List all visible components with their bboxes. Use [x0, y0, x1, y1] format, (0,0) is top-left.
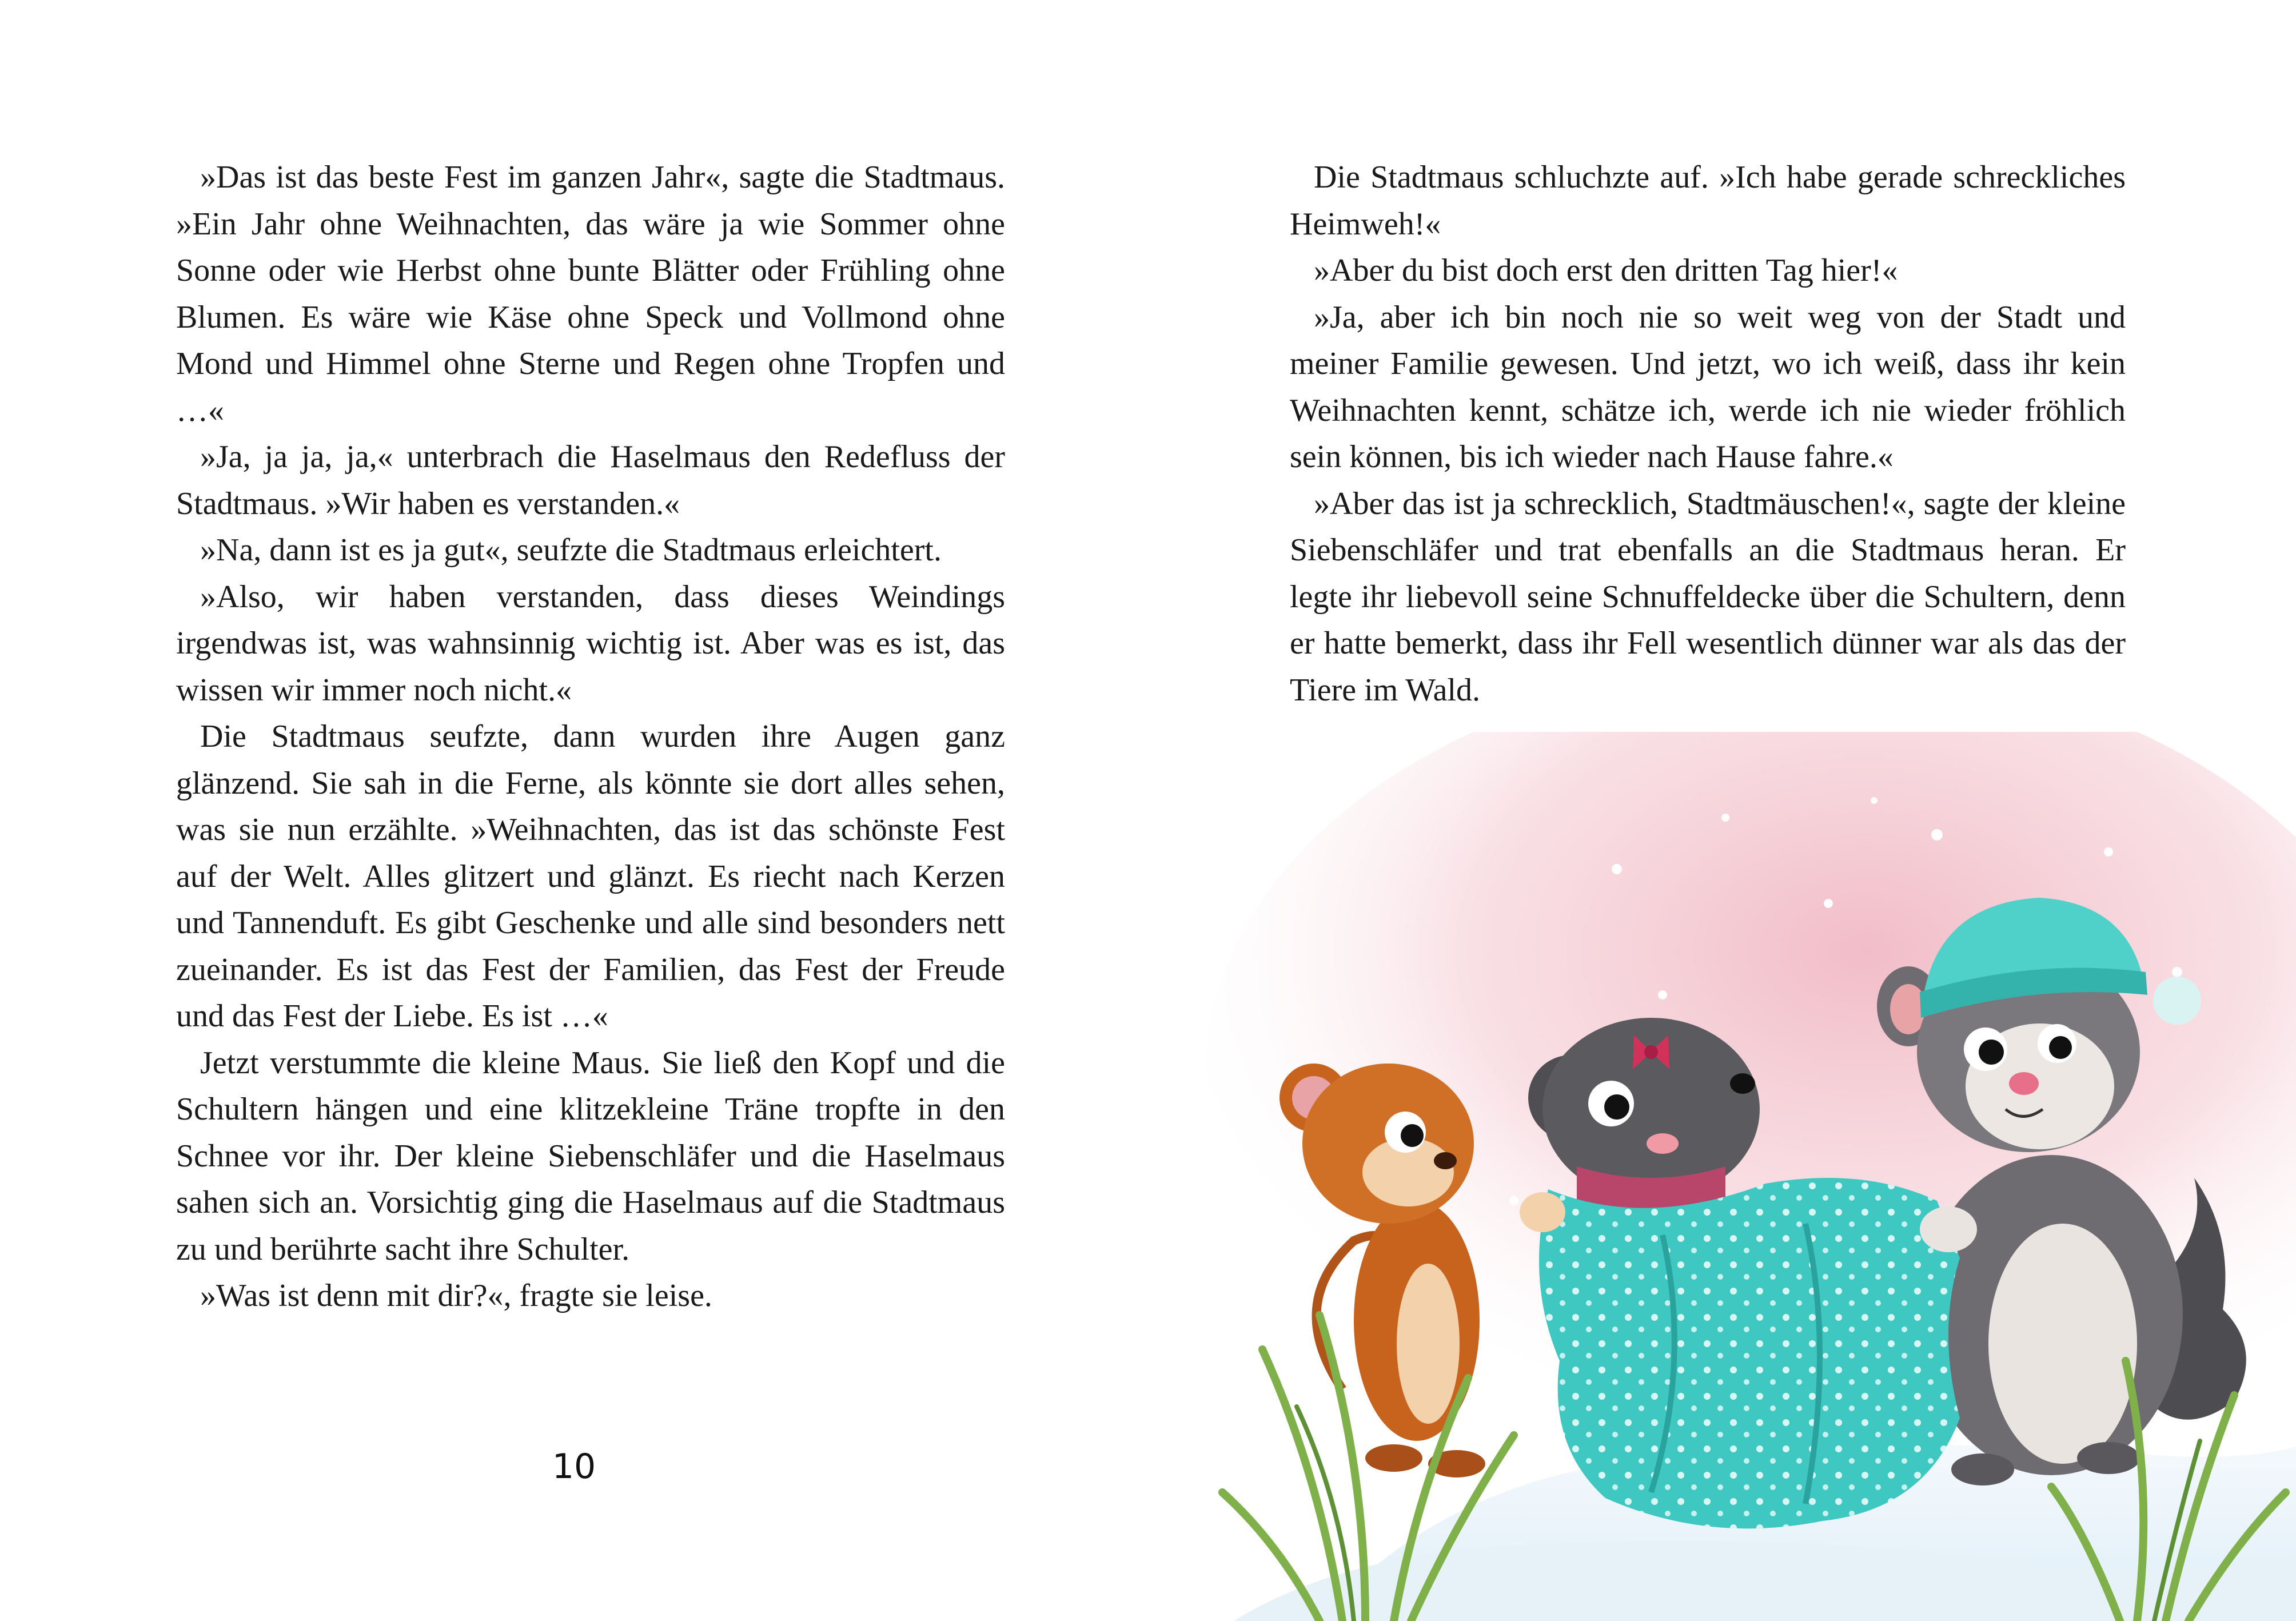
paragraph: »Ja, aber ich bin noch nie so weit weg von der Stadt und meiner Familie gewesen. Und jetzt, wo ich weiß, dass ihr kein Weihnachten kennt, schätze ich, werde ich nie wieder fröhlich sein können, bis ich wieder nach Hause fahre.« — [1290, 299, 2126, 475]
paragraph: Die Stadtmaus schluchzte auf. »Ich habe gerade schreckliches Heimweh!« — [1290, 160, 2126, 242]
paragraph: »Ja, ja ja, ja,« unterbrach die Haselmaus den Redefluss der Stadtmaus. »Wir haben es verstanden.« — [176, 439, 1005, 521]
paragraph: »Aber das ist ja schrecklich, Stadtmäuschen!«, sagte der kleine Siebenschläfer und trat ebenfalls an die Stadtmaus heran. Er legte ihr liebevoll seine Schnuffeldecke über die Schultern, denn er hatte bemerkt, dass ihr Fell wesentlich dünner war als das der Tiere im Wald. — [1290, 485, 2126, 708]
paragraph: »Das ist das beste Fest im ganzen Jahr«, sagte die Stadtmaus. »Ein Jahr ohne Weihnachten, das wäre ja wie Sommer ohne Sonne oder wie Herbst ohne bunte Blätter oder Frühling ohne Blumen. Es wäre wie Käse ohne Speck und Vollmond ohne Mond und Himmel ohne Sterne und Regen ohne Tropfen und …« — [176, 160, 1005, 428]
story-illustration — [1148, 732, 2296, 1621]
paragraph: Die Stadtmaus seufzte, dann wurden ihre Augen ganz glänzend. Sie sah in die Ferne, als könnte sie dort alles sehen, was sie nun erzählte. »Weihnachten, das ist das schönste Fest auf der Welt. Alles glitzert und glänzt. Es riecht nach Kerzen und Tannenduft. Es gibt Geschenke und alle sind besonders nett zueinander. Es ist das Fest der Familien, das Fest der Freude und das Fest der Liebe. Es ist …« — [176, 719, 1005, 1034]
paragraph: »Aber du bist doch erst den dritten Tag hier!« — [1314, 253, 1898, 288]
paragraph: »Also, wir haben verstanden, dass dieses Weindings irgendwas ist, was wahnsinnig wichtig ist. Aber was es ist, das wissen wir immer noch nicht.« — [176, 579, 1005, 708]
right-page-text — [1290, 154, 2126, 714]
paragraph: Jetzt verstummte die kleine Maus. Sie ließ den Kopf und die Schultern hängen und eine klitzekleine Träne tropfte in den Schnee vor ihr. Der kleine Siebenschläfer und die Haselmaus sahen sich an. Vorsichtig ging die Haselmaus auf die Stadtmaus zu und berührte sacht ihre Schulter. — [176, 1045, 1005, 1267]
page-number: 10 — [552, 1447, 596, 1487]
paragraph: »Na, dann ist es ja gut«, seufzte die Stadtmaus erleichtert. — [200, 532, 942, 568]
paragraph: »Was ist denn mit dir?«, fragte sie leise. — [200, 1278, 712, 1313]
right-page — [1148, 0, 2296, 1621]
left-page-text — [176, 154, 1005, 1320]
